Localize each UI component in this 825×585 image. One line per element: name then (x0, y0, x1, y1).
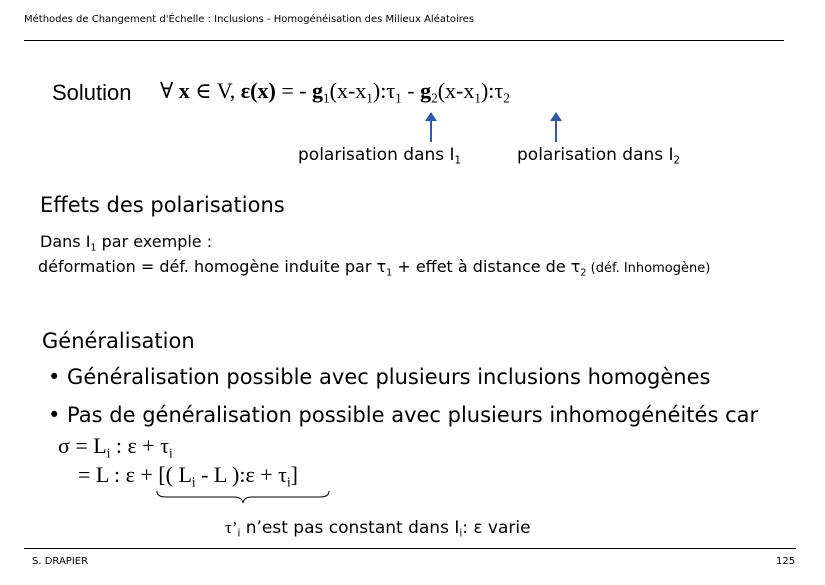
effets-line2-text-a: déformation = déf. homogène induite par τ (38, 257, 387, 276)
arrow-up-icon (555, 114, 557, 142)
conclusion-text-c: : ε varie (462, 518, 531, 538)
polarisation-text-2: polarisation dans I (517, 145, 674, 165)
polarisation-subscript-1: 1 (454, 155, 462, 167)
effets-line2-text-c: (déf. Inhomogène) (586, 261, 711, 276)
generalisation-bullet-1: • Généralisation possible avec plusieurs inclusions homogènes (48, 365, 711, 389)
term1-tau: ):τ (372, 78, 396, 103)
page-number: 125 (776, 556, 796, 567)
domain-v: V, (216, 78, 236, 103)
footer-divider (24, 548, 796, 549)
effets-line-1 (40, 232, 213, 254)
effets-line1-subscript: 1 (90, 242, 97, 254)
formula1-text-b: : ε + τ (110, 433, 169, 458)
conclusion-line (225, 518, 531, 538)
formula2-subscript-2: i (286, 474, 291, 490)
term2-x-subscript: 1 (474, 90, 481, 106)
term1-x-subscript: 1 (366, 90, 373, 106)
effets-line-2 (38, 257, 711, 279)
effets-line1-text-b: par exemple : (96, 232, 213, 251)
epsilon-symbol: ε (240, 78, 251, 103)
generalisation-heading: Généralisation (42, 329, 195, 353)
formula-line-1 (58, 433, 173, 459)
solution-label: Solution (52, 80, 132, 105)
formula-line-2 (78, 462, 298, 488)
formula2-text-b: - L ):ε + τ (195, 462, 287, 487)
effets-line1-text-a: Dans I (40, 232, 91, 251)
formula2-text-c: ] (290, 462, 298, 487)
arrow-up-icon (430, 114, 432, 142)
g1-symbol: g (312, 78, 324, 103)
header-divider (24, 40, 784, 41)
g1-subscript: 1 (323, 90, 330, 106)
g2-symbol: g (420, 78, 432, 103)
equation-equals: = - (275, 78, 313, 103)
term2-tau: ):τ (480, 78, 504, 103)
formula1-subscript-1: i (106, 445, 111, 461)
conclusion-text-b: n’est pas constant dans I (240, 518, 460, 538)
formula1-subscript-2: i (169, 445, 173, 461)
tau2-subscript: 2 (503, 90, 510, 106)
header-title: Méthodes de Changement d'Échelle : Inclusions - Homogénéisation des Milieux Aléatoires (24, 14, 475, 25)
conclusion-subscript-1: i (237, 528, 241, 540)
term1-argument: (x-x (329, 78, 367, 103)
epsilon-argument: (x) (250, 78, 276, 103)
effets-line2-subscript-1: 1 (386, 267, 393, 279)
polarisation-label-2 (517, 145, 680, 165)
element-of-symbol: ∈ (195, 78, 212, 103)
polarisation-text-1: polarisation dans I (298, 145, 455, 165)
underbrace-icon (156, 490, 331, 504)
g2-subscript: 2 (431, 90, 438, 106)
forall-symbol: ∀ (160, 78, 174, 103)
footer-author: S. DRAPIER (32, 556, 89, 567)
equation-minus: - (401, 78, 421, 103)
formula1-text-a: σ = L (58, 433, 107, 458)
conclusion-subscript-2: i (459, 528, 463, 540)
effets-heading: Effets des polarisations (40, 193, 285, 217)
conclusion-text-a: τ’ (225, 518, 238, 537)
x-variable: x (178, 78, 190, 103)
term2-argument: (x-x (437, 78, 475, 103)
main-equation (160, 78, 510, 104)
effets-line2-subscript-2: 2 (580, 267, 587, 279)
polarisation-subscript-2: 2 (673, 155, 681, 167)
polarisation-label-1 (298, 145, 461, 165)
effets-line2-text-b: + effet à distance de τ (392, 257, 581, 276)
formula2-subscript-1: i (191, 474, 196, 490)
generalisation-bullet-2: • Pas de généralisation possible avec plusieurs inhomogénéités car (48, 403, 759, 427)
formula2-text-a: = L : ε + [( L (78, 462, 192, 487)
tau1-subscript: 1 (395, 90, 402, 106)
